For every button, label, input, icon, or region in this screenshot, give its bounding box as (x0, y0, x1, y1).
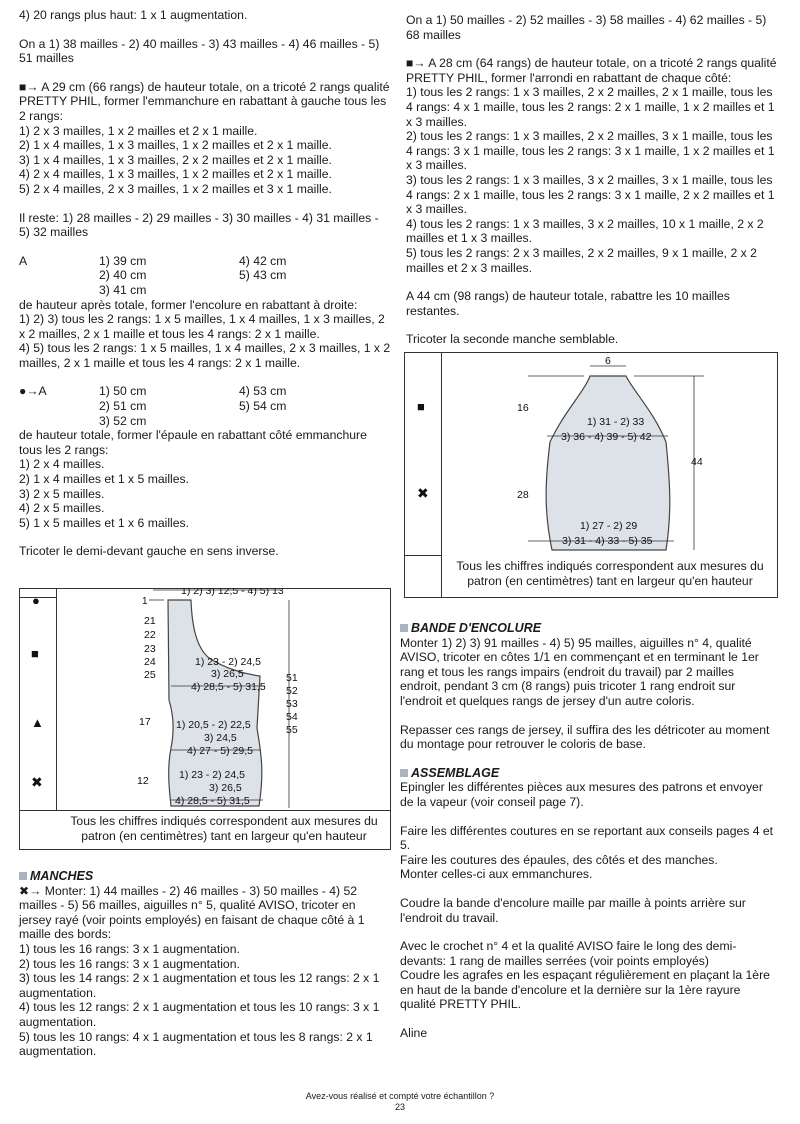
para-assemblage: Faire les différentes coutures en se reportant aux conseils pages 4 et 5. (400, 823, 774, 853)
legend-cross-icon: ✖ (31, 774, 43, 790)
manches-heading (19, 869, 391, 884)
sleeve-bottom-a: 1) 27 - 2) 29 (580, 520, 638, 532)
row-number: 22 (144, 629, 156, 641)
total-height: 52 (286, 685, 298, 697)
manches-line: 4) tous les 12 rangs: 2 x 1 augmentation et tous les 10 rangs: 3 x 1 augmentation. (19, 1000, 380, 1029)
bottom-width-b: 3) 26,5 (209, 782, 242, 794)
front-top-label: 1) 2) 3) 12,5 - 4) 5) 13 (181, 588, 284, 597)
sleeve-total-height: 44 (691, 456, 703, 468)
armhole-width-a: 1) 23 - 2) 24,5 (195, 656, 261, 668)
assemblage-title: ASSEMBLAGE (411, 765, 500, 780)
encolure-line: 4) 5) tous les 2 rangs: 1 x 5 mailles, 1 x 4 mailles, 2 x 3 mailles, 1 x 2 mailles, 2 x 1 maille et tous les 4 rangs: 2 x 1 maille. (19, 341, 391, 370)
section-square-icon (400, 624, 408, 632)
b-size: 3) 52 cm (99, 413, 147, 428)
total-height: 51 (286, 672, 298, 684)
cap-width-a: 1) 31 - 2) 33 (587, 416, 645, 428)
para-epaule-intro: de hauteur totale, former l'épaule en rabattant côté emmanchure tous les 2 rangs: (19, 428, 367, 457)
para-rabattre: A 44 cm (98 rangs) de hauteur totale, rabattre les 10 mailles restantes. (406, 289, 730, 318)
sleeve-top-width: 6 (605, 355, 611, 367)
assemblage-heading (400, 766, 774, 781)
arrondi-line: 2) tous les 2 rangs: 1 x 3 mailles, 2 x 2 mailles, 3 x 1 maille, tous les 4 rangs: 3 x 1 maille, tous les 2 rangs: 3 x 1 maille, 1 x 2 mailles et 1 x 3 mailles. (406, 129, 775, 173)
height-17: 17 (139, 716, 151, 728)
a-size: 4) 42 cm (239, 253, 287, 268)
manches-title: MANCHES (30, 869, 94, 883)
row-number: 24 (144, 656, 156, 668)
body-height: 28 (517, 489, 529, 501)
page-number: 23 (394, 1102, 405, 1112)
bande-title: BANDE D'ENCOLURE (411, 621, 542, 635)
manches-line: 5) tous les 10 rangs: 4 x 1 augmentation et tous les 8 rangs: 2 x 1 augmentation. (19, 1029, 373, 1059)
para-seconde-manche: Tricoter la seconde manche semblable. (406, 332, 619, 347)
armhole-width-c: 4) 28,5 - 5) 31,5 (191, 681, 266, 693)
total-height: 53 (286, 698, 298, 710)
epaule-line: 2) 1 x 4 mailles et 1 x 5 mailles. (19, 472, 190, 487)
sleeve-caption: Tous les chiffres indiqués correspondent aux mesures du patron (en centimètres) tant en largeur qu'en hauteur (456, 559, 764, 588)
epaule-line: 1) 2 x 4 mailles. (19, 457, 105, 472)
arrondi-line: 3) tous les 2 rangs: 1 x 3 mailles, 3 x 2 mailles, 3 x 1 maille, tous les 4 rangs: 2 x 1 maille, tous les 2 rangs: 3 x 1 maille, 2 x 2 mailles et 1 x 3 mailles. (406, 172, 775, 217)
section-square-icon (19, 872, 27, 880)
para-augmentation: 4) 20 rangs plus haut: 1 x 1 augmentation. (19, 8, 248, 22)
epaule-line: 4) 2 x 5 mailles. (19, 501, 105, 516)
para-mailles-sleeve: On a 1) 50 mailles - 2) 52 mailles - 3) 58 mailles - 4) 62 mailles - 5) 68 mailles (406, 13, 767, 42)
manches-intro: ✖→ Monter: 1) 44 mailles - 2) 46 mailles - 3) 50 mailles - 4) 52 mailles - 5) 56 mailles, aiguilles n° 5, qualité AVISO, tricoter en jersey rayé (voir points employés) en faisant de chaque côté à 1 maille des bords: (19, 883, 365, 942)
para-encolure-intro: de hauteur après totale, former l'encolure en rabattant à droite: (19, 297, 358, 312)
b-size: 4) 53 cm (239, 384, 287, 399)
footer-question: Avez-vous réalisé et compté votre échantillon ? (305, 1091, 495, 1101)
manches-line: 1) tous les 16 rangs: 3 x 1 augmentation. (19, 941, 240, 956)
right-column-bottom (400, 621, 774, 1041)
a-size-grid (19, 254, 391, 298)
sleeve-diagram (404, 352, 778, 598)
para-assemblage: Coudre les agrafes en les espaçant régulièrement en plaçant la 1ère en haut de la bande d'encolure et la dernière sur la 1ère rayure qualité PRETTY PHIL. (400, 968, 770, 1012)
total-height: 55 (286, 724, 298, 736)
a-label: A (19, 253, 28, 268)
arrondi-line: 1) tous les 2 rangs: 1 x 3 mailles, 2 x 2 mailles, 2 x 1 maille, tous les 4 rangs: 4 x 1 maille, tous les 2 rangs: 2 x 1 maille, 1 x 2 mailles et 1 x 3 mailles. (406, 85, 775, 129)
emmanchure-line: 1) 2 x 3 mailles, 1 x 2 mailles et 2 x 1 maille. (19, 123, 258, 138)
front-caption: Tous les chiffres indiqués correspondent aux mesures du patron (en centimètres) tant en largeur qu'en hauteur (70, 814, 378, 843)
epaule-line: 5) 1 x 5 mailles et 1 x 6 mailles. (19, 515, 190, 530)
legend-circle-icon: ● (32, 593, 40, 608)
legend-square-icon: ■ (31, 646, 39, 661)
para-mailles-count: On a 1) 38 mailles - 2) 40 mailles - 3) 43 mailles - 4) 46 mailles - 5) 51 mailles (19, 36, 380, 66)
emmanchure-line: 2) 1 x 4 mailles, 1 x 3 mailles, 1 x 2 mailles et 2 x 1 maille. (19, 138, 332, 153)
front-diagram-svg (19, 588, 391, 850)
b-size: 2) 51 cm (99, 399, 147, 414)
para-assemblage: Avec le crochet n° 4 et la qualité AVISO faire le long des demi-devants: 1 rang de mailles serrées (voir points employés) (400, 939, 737, 968)
encolure-line: 1) 2) 3) tous les 2 rangs: 1 x 5 mailles, 1 x 4 mailles, 1 x 3 mailles, 2 x 2 mailles, 2 x 1 maille et tous les 4 rangs: 2 x 1 maille. (19, 312, 385, 341)
bottom-width-a: 1) 23 - 2) 24,5 (179, 769, 245, 781)
manches-section (19, 869, 391, 1059)
cap-width-b: 3) 36 - 4) 39 - 5) 42 (561, 431, 652, 443)
legend-cross-icon: ✖ (417, 485, 429, 501)
section-square-icon (400, 769, 408, 777)
front-top-mark: 1 (142, 596, 148, 607)
epaule-line: 3) 2 x 5 mailles. (19, 486, 105, 501)
legend-triangle-icon: ▲ (31, 715, 44, 730)
para-arrondi-intro: ■→ A 28 cm (64 rangs) de hauteur totale, on a tricoté 2 rangs qualité PRETTY PHIL, former l'arrondi en rabattant de chaque côté: (406, 56, 777, 85)
signature: Aline (400, 1026, 428, 1041)
b-size: 1) 50 cm (99, 384, 147, 399)
b-label: ●→A (19, 384, 47, 399)
para-bande: Monter 1) 2) 3) 91 mailles - 4) 5) 95 mailles, aiguilles n° 4, qualité AVISO, tricoter en côtes 1/1 en commençant et en terminant le 1er rang et tous les rangs impairs (endroit du travail) par 2 mailles endroit, pendant 3 cm (8 rangs) puis tricoter 1 rang endroit sur l'endroit et quelques rangs de jersey d'un autre coloris. (400, 635, 759, 708)
b-size-grid (19, 384, 391, 428)
para-assemblage: Epingler les différentes pièces aux mesures des patrons et envoyer de la vapeur (voir conseil page 7). (400, 780, 763, 809)
legend-square-icon: ■ (417, 399, 425, 414)
a-size: 1) 39 cm (99, 253, 147, 268)
bottom-width-c: 4) 28,5 - 5) 31,5 (175, 795, 250, 807)
para-assemblage: Monter celles-ci aux emmanchures. (400, 867, 593, 882)
para-demi-devant: Tricoter le demi-devant gauche en sens inverse. (19, 544, 279, 559)
a-size: 2) 40 cm (99, 268, 147, 283)
para-reste: Il reste: 1) 28 mailles - 2) 29 mailles - 3) 30 mailles - 4) 31 mailles - 5) 32 mailles (19, 210, 379, 240)
total-height: 54 (286, 711, 298, 723)
mid-width-c: 4) 27 - 5) 29,5 (187, 745, 253, 757)
mid-width-b: 3) 24,5 (204, 732, 237, 744)
bande-heading (400, 621, 774, 636)
emmanchure-line: 4) 2 x 4 mailles, 1 x 3 mailles, 1 x 2 mailles et 2 x 1 maille. (19, 167, 332, 182)
height-12: 12 (137, 775, 149, 787)
manches-line: 2) tous les 16 rangs: 3 x 1 augmentation. (19, 956, 240, 971)
left-column-top (19, 8, 391, 559)
a-size: 5) 43 cm (239, 268, 287, 283)
para-assemblage: Coudre la bande d'encolure maille par maille à points arrière sur l'endroit du travail. (400, 895, 746, 925)
emmanchure-line: 3) 1 x 4 mailles, 1 x 3 mailles, 2 x 2 mailles et 2 x 1 maille. (19, 152, 332, 167)
armhole-width-b: 3) 26,5 (211, 668, 244, 680)
row-number: 21 (144, 615, 156, 627)
cap-height: 16 (517, 402, 529, 414)
sleeve-bottom-b: 3) 31 - 4) 33 - 5) 35 (562, 535, 653, 547)
front-diagram (19, 588, 391, 850)
a-size: 3) 41 cm (99, 282, 147, 297)
para-emmanchure-intro: ■→ A 29 cm (66 rangs) de hauteur totale, on a tricoté 2 rangs qualité PRETTY PHIL, former l'emmanchure en rabattant à gauche tous les 2 rangs: (19, 79, 390, 123)
b-size: 5) 54 cm (239, 399, 287, 414)
arrondi-line: 4) tous les 2 rangs: 1 x 3 mailles, 3 x 2 mailles, 10 x 1 maille, 2 x 2 mailles et 1 x 3 mailles. (406, 216, 764, 246)
page-footer (0, 1091, 800, 1113)
mid-width-a: 1) 20,5 - 2) 22,5 (176, 719, 251, 731)
row-number: 23 (144, 643, 156, 655)
manches-line: 3) tous les 14 rangs: 2 x 1 augmentation et tous les 12 rangs: 2 x 1 augmentation. (19, 971, 380, 1000)
arrondi-line: 5) tous les 2 rangs: 2 x 3 mailles, 2 x 2 mailles, 9 x 1 maille, 2 x 2 mailles et 2 x 3 mailles. (406, 245, 757, 275)
emmanchure-line: 5) 2 x 4 mailles, 2 x 3 mailles, 1 x 2 mailles et 3 x 1 maille. (19, 181, 332, 196)
right-column-top (406, 13, 778, 347)
row-number: 25 (144, 669, 156, 681)
para-assemblage: Faire les coutures des épaules, des côtés et des manches. (400, 852, 718, 867)
para-repasser: Repasser ces rangs de jersey, il suffira des les détricoter au moment du montage pour retrouver le coloris de base. (400, 722, 770, 752)
